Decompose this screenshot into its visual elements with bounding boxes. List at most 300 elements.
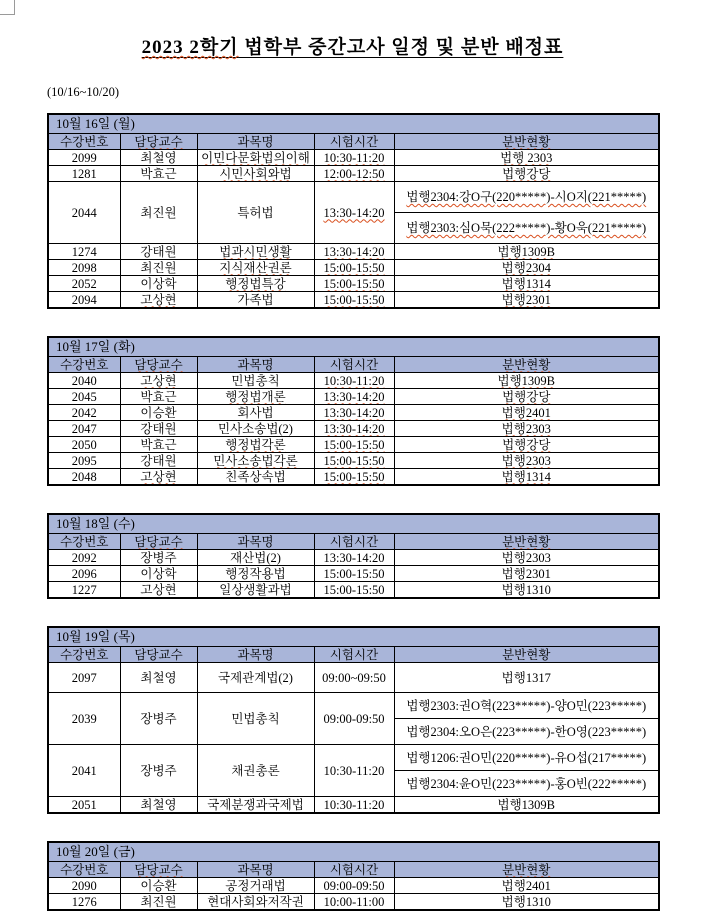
column-header [120, 134, 197, 150]
cell-text: 2090 [71, 878, 97, 893]
cell-text: 행정법개론 [225, 389, 286, 404]
cell [197, 693, 314, 745]
cell [314, 582, 394, 599]
cell [394, 244, 659, 260]
cell [48, 550, 120, 566]
column-header [48, 647, 120, 663]
cell-text: 이승환 [140, 405, 177, 420]
cell [120, 260, 197, 276]
exam-table-day-2 [47, 336, 660, 486]
cell [197, 260, 314, 276]
cell-text: 채권총론 [231, 763, 280, 778]
column-header-text: 담당교수 [134, 862, 183, 877]
cell-text: 1281 [71, 166, 97, 181]
column-header-text: 분반현황 [502, 862, 551, 877]
cell-text: 15:00-15:50 [323, 292, 385, 307]
cell [314, 566, 394, 582]
table-row [48, 373, 659, 389]
cell [197, 405, 314, 421]
day-header-row [48, 627, 659, 647]
day-label-text: 10월 18일 (수) [56, 515, 135, 531]
column-header [48, 357, 120, 373]
cell [314, 453, 394, 469]
cell [120, 663, 197, 693]
cell-text: 2096 [71, 566, 97, 581]
cell [48, 421, 120, 437]
cell-text: 법행1310 [501, 894, 551, 909]
section-assignment-cell-text: 법행2304:오O은(223*****)-한O영(223*****) [406, 724, 647, 739]
cell-text: 박효근 [140, 437, 177, 452]
column-header-text: 과목명 [237, 862, 274, 877]
cell-text: 2048 [71, 469, 97, 484]
cell-text: 2094 [71, 292, 97, 307]
section-assignment-cell [394, 693, 659, 719]
table-row [48, 260, 659, 276]
column-header [197, 534, 314, 550]
cell [394, 389, 659, 405]
cell-text: 2098 [71, 260, 97, 275]
cell-text: 법행1310 [501, 582, 551, 597]
cell [120, 405, 197, 421]
day-label [48, 114, 659, 134]
cell [314, 166, 394, 182]
cell [314, 469, 394, 486]
cell-text: 시민사회와법 [219, 166, 292, 181]
column-header-text: 시험시간 [329, 357, 379, 372]
cell-text: 10:30-11:20 [323, 763, 385, 778]
cell-text: 법행2304 [501, 260, 551, 275]
cell [314, 421, 394, 437]
cell [48, 166, 120, 182]
cell-text: 2041 [71, 763, 97, 778]
cell-text: 2097 [71, 670, 97, 685]
column-header [120, 647, 197, 663]
cell [120, 276, 197, 292]
column-header-text: 수강번호 [60, 357, 109, 372]
column-header [197, 134, 314, 150]
column-header-row [48, 357, 659, 373]
section-assignment-cell-text: 법행2304:강O구(220*****)-시O지(221*****) [406, 190, 647, 204]
table-row [48, 566, 659, 582]
cell-text: 이승환 [140, 878, 177, 893]
column-header-row [48, 862, 659, 878]
day-label [48, 514, 659, 534]
cell-text: 박효근 [140, 166, 177, 181]
cell-text: 국제분쟁과국제법 [207, 797, 304, 812]
cell-text: 일상생활과법 [219, 582, 292, 597]
cell-text: 고상현 [140, 373, 177, 388]
column-header [48, 862, 120, 878]
cell-text: 공정거래법 [225, 878, 286, 893]
cell-text: 고상현 [140, 469, 177, 484]
day-header-row [48, 514, 659, 534]
cell-text: 법행강당 [502, 166, 551, 181]
column-header [394, 357, 659, 373]
table-row [48, 292, 659, 309]
day-label [48, 337, 659, 357]
column-header-text: 담당교수 [134, 134, 183, 149]
cell [48, 292, 120, 309]
cell [394, 550, 659, 566]
column-header-row [48, 647, 659, 663]
column-header [120, 357, 197, 373]
cell-text: 회사법 [237, 405, 274, 420]
cell-text: 09:00~09:50 [322, 670, 386, 685]
day-label [48, 842, 659, 862]
cell-text: 최진원 [140, 205, 177, 220]
cell [314, 292, 394, 309]
cell [120, 550, 197, 566]
cell [120, 469, 197, 486]
column-header-text: 분반현황 [502, 134, 551, 149]
column-header-text: 분반현황 [502, 534, 551, 549]
cell [197, 166, 314, 182]
cell-text: 민사소송법각론 [213, 453, 298, 468]
day-header-row [48, 842, 659, 862]
cell [120, 745, 197, 797]
cell [48, 693, 120, 745]
cell-text: 12:00-12:50 [323, 166, 385, 181]
cell [48, 373, 120, 389]
cell-text: 2052 [71, 276, 97, 291]
cell-text: 법행1309B [497, 373, 555, 388]
day-label-text: 10월 16일 (월) [56, 115, 135, 131]
day-label [48, 627, 659, 647]
cell [197, 582, 314, 599]
table-row [48, 894, 659, 911]
cell [394, 469, 659, 486]
section-assignment-cell [394, 745, 659, 771]
cell-text: 법행1309B [497, 244, 555, 259]
cell-text: 2050 [71, 437, 97, 452]
cell [394, 453, 659, 469]
section-assignment-cell-text: 법행2304:윤O민(223*****)-홍O빈(222*****) [406, 776, 647, 791]
cell [314, 276, 394, 292]
table-row [48, 745, 659, 771]
cell [197, 437, 314, 453]
cell-text: 민법총칙 [231, 711, 280, 726]
cell [48, 276, 120, 292]
cell-text: 2045 [71, 389, 97, 404]
cell-text: 2044 [71, 205, 97, 220]
cell [394, 260, 659, 276]
section-assignment-cell-text: 법행2303:권O혁(223*****)-양O민(223*****) [406, 698, 647, 713]
cell-text: 행정작용법 [225, 566, 286, 581]
column-header-row [48, 134, 659, 150]
cell-text: 법행2301 [501, 566, 551, 581]
cell-text: 1227 [71, 582, 97, 597]
column-header [394, 862, 659, 878]
column-header [197, 862, 314, 878]
cell [48, 182, 120, 244]
cell-text: 행정법특강 [225, 276, 286, 291]
cell-text: 09:00-09:50 [323, 711, 385, 726]
cell [314, 878, 394, 894]
cell [197, 292, 314, 309]
cell-text: 2099 [71, 150, 97, 165]
cell-text: 법과시민생활 [219, 244, 292, 259]
column-header-text: 과목명 [237, 134, 274, 149]
cell-text: 고상현 [140, 582, 177, 597]
cell [197, 276, 314, 292]
cell-text: 법행1314 [501, 276, 551, 291]
cell-text: 법행2303 [501, 421, 551, 436]
cell [314, 260, 394, 276]
cell-text: 2051 [71, 797, 97, 812]
cell-text: 13:30-14:20 [323, 421, 385, 436]
column-header [394, 134, 659, 150]
table-row [48, 663, 659, 693]
cell-text: 지식재산권론 [219, 260, 292, 275]
cell [48, 437, 120, 453]
cell [120, 566, 197, 582]
cell-text: 이상학 [140, 566, 177, 581]
cell-text: 현대사회와저작권 [207, 894, 304, 909]
table-row [48, 166, 659, 182]
cell [120, 582, 197, 599]
exam-tables-container [47, 113, 658, 911]
cell [394, 437, 659, 453]
cell-text: 10:00-11:00 [323, 894, 385, 909]
cell [120, 166, 197, 182]
cell-text: 국제관계법(2) [218, 670, 293, 685]
cell-text: 10:30-11:20 [323, 150, 385, 165]
cell-text: 09:00-09:50 [323, 878, 385, 893]
cell [197, 878, 314, 894]
table-row [48, 405, 659, 421]
table-row [48, 550, 659, 566]
cell [314, 150, 394, 166]
cell [120, 878, 197, 894]
page-title-rest: 법학부 중간고사 일정 및 분반 배정표 [238, 37, 564, 58]
cell [197, 469, 314, 486]
cell-text: 2040 [71, 373, 97, 388]
cell [394, 797, 659, 814]
cell-text: 15:00-15:50 [323, 276, 385, 291]
cell [120, 292, 197, 309]
cell-text: 최철영 [140, 670, 177, 685]
column-header-text: 담당교수 [134, 647, 183, 662]
section-assignment-cell [394, 771, 659, 797]
cell [314, 405, 394, 421]
column-header-text: 과목명 [237, 534, 274, 549]
cell-text: 이민다문화법의이해 [201, 150, 310, 165]
cell [48, 663, 120, 693]
cell [314, 894, 394, 911]
cell-text: 10:30-11:20 [323, 797, 385, 812]
cell [197, 373, 314, 389]
cell [48, 745, 120, 797]
cell [394, 150, 659, 166]
exam-table-day-1 [47, 113, 660, 309]
cell [120, 389, 197, 405]
cell-text: 1274 [71, 244, 97, 259]
cell [314, 182, 394, 244]
cell-text: 2042 [71, 405, 97, 420]
cell-text: 법행1314 [501, 469, 551, 484]
cell-text: 장병주 [140, 550, 177, 565]
day-header-row [48, 337, 659, 357]
column-header [314, 647, 394, 663]
cell-text: 법행강당 [502, 389, 551, 404]
cell [48, 405, 120, 421]
cell-text: 15:00-15:50 [323, 582, 385, 597]
cell [197, 421, 314, 437]
cell [197, 745, 314, 797]
cell [48, 582, 120, 599]
cell [197, 389, 314, 405]
section-assignment-cell [394, 182, 659, 213]
cell [197, 663, 314, 693]
cell [48, 244, 120, 260]
cell [120, 244, 197, 260]
cell [120, 453, 197, 469]
table-row [48, 582, 659, 599]
column-header [314, 534, 394, 550]
cell-text: 친족상속법 [225, 469, 286, 484]
cell-text: 강태원 [140, 421, 177, 436]
cell [48, 566, 120, 582]
cell [197, 150, 314, 166]
cell [394, 292, 659, 309]
cell-text: 13:30-14:20 [323, 550, 385, 565]
cell-text: 법행2303 [501, 453, 551, 468]
cell-text: 법행2401 [501, 878, 551, 893]
cell-text: 박효근 [140, 389, 177, 404]
cell-text: 이상학 [140, 276, 177, 291]
column-header-text: 수강번호 [60, 534, 109, 549]
cell-text: 특허법 [237, 205, 274, 220]
cell [120, 373, 197, 389]
day-label-text: 10월 19일 (목) [56, 628, 135, 644]
cell-text: 법행2301 [501, 292, 551, 307]
cell-text: 재산법(2) [230, 550, 281, 565]
table-row [48, 437, 659, 453]
cell [120, 150, 197, 166]
cell [197, 566, 314, 582]
table-row [48, 150, 659, 166]
cell [120, 797, 197, 814]
cell [394, 566, 659, 582]
column-header-row [48, 534, 659, 550]
day-label-text: 10월 17일 (화) [56, 338, 135, 354]
table-row [48, 453, 659, 469]
cell [314, 797, 394, 814]
column-header-text: 시험시간 [329, 534, 379, 549]
cell [120, 693, 197, 745]
table-row [48, 797, 659, 814]
cell-text: 15:00-15:50 [323, 566, 385, 581]
section-assignment-cell [394, 719, 659, 745]
cell [314, 373, 394, 389]
cell-text: 15:00-15:50 [323, 453, 385, 468]
cell-text: 최철영 [140, 150, 177, 165]
cell-text: 행정법각론 [225, 437, 286, 452]
column-header-text: 분반현황 [502, 647, 551, 662]
column-header [394, 647, 659, 663]
day-header-row [48, 114, 659, 134]
cell-text: 강태원 [140, 453, 177, 468]
cell [394, 894, 659, 911]
section-assignment-cell-text: 법행1206:권O민(220*****)-유O섭(217*****) [406, 750, 647, 765]
cell-text: 법행2303 [501, 550, 551, 565]
cell-text: 강태원 [140, 244, 177, 259]
cell [48, 260, 120, 276]
cell [394, 421, 659, 437]
cell [314, 389, 394, 405]
table-row [48, 421, 659, 437]
cell-text: 민법총칙 [231, 373, 280, 388]
column-header [314, 862, 394, 878]
cell [120, 421, 197, 437]
cell-text: 2039 [71, 711, 97, 726]
column-header-text: 과목명 [237, 357, 274, 372]
column-header-text: 시험시간 [329, 134, 379, 149]
cell [48, 894, 120, 911]
cell [197, 182, 314, 244]
column-header [120, 862, 197, 878]
cell [314, 550, 394, 566]
column-header [120, 534, 197, 550]
column-header [48, 134, 120, 150]
cell [197, 453, 314, 469]
cell [48, 389, 120, 405]
column-header-text: 수강번호 [60, 862, 109, 877]
cell-text: 10:30-11:20 [323, 373, 385, 388]
cell [197, 797, 314, 814]
section-assignment-cell-text: 법행2303:심O묵(222*****)-황O욱(221*****) [406, 221, 647, 235]
table-row [48, 878, 659, 894]
cell [394, 166, 659, 182]
column-header [197, 357, 314, 373]
cell [314, 437, 394, 453]
cell [120, 894, 197, 911]
cell-text: 법행2401 [501, 405, 551, 420]
cell-text: 최철영 [140, 797, 177, 812]
cell [314, 745, 394, 797]
cell [48, 453, 120, 469]
cell [394, 878, 659, 894]
cell [48, 469, 120, 486]
table-row [48, 469, 659, 486]
cell [394, 582, 659, 599]
cell [120, 437, 197, 453]
section-assignment-cell [394, 213, 659, 244]
cell-text: 장병주 [140, 763, 177, 778]
cell [314, 244, 394, 260]
cell-text: 민사소송법(2) [218, 421, 293, 436]
cell-text: 장병주 [140, 711, 177, 726]
exam-table-day-3 [47, 513, 660, 599]
column-header-text: 담당교수 [134, 357, 183, 372]
cell-text: 13:30-14:20 [323, 244, 385, 259]
cell [394, 373, 659, 389]
page-corner-mark [0, 0, 15, 15]
cell [394, 405, 659, 421]
column-header-text: 시험시간 [329, 647, 379, 662]
column-header-text: 담당교수 [134, 534, 183, 549]
cell [197, 550, 314, 566]
cell-text: 13:30-14:20 [323, 405, 385, 420]
column-header [394, 534, 659, 550]
cell-text: 법행 2303 [500, 150, 553, 165]
cell [48, 878, 120, 894]
cell-text: 가족법 [237, 292, 274, 307]
column-header-text: 분반현황 [502, 357, 551, 372]
cell-text: 법행1309B [497, 797, 555, 812]
column-header-text: 수강번호 [60, 647, 109, 662]
cell-text: 최진원 [140, 894, 177, 909]
